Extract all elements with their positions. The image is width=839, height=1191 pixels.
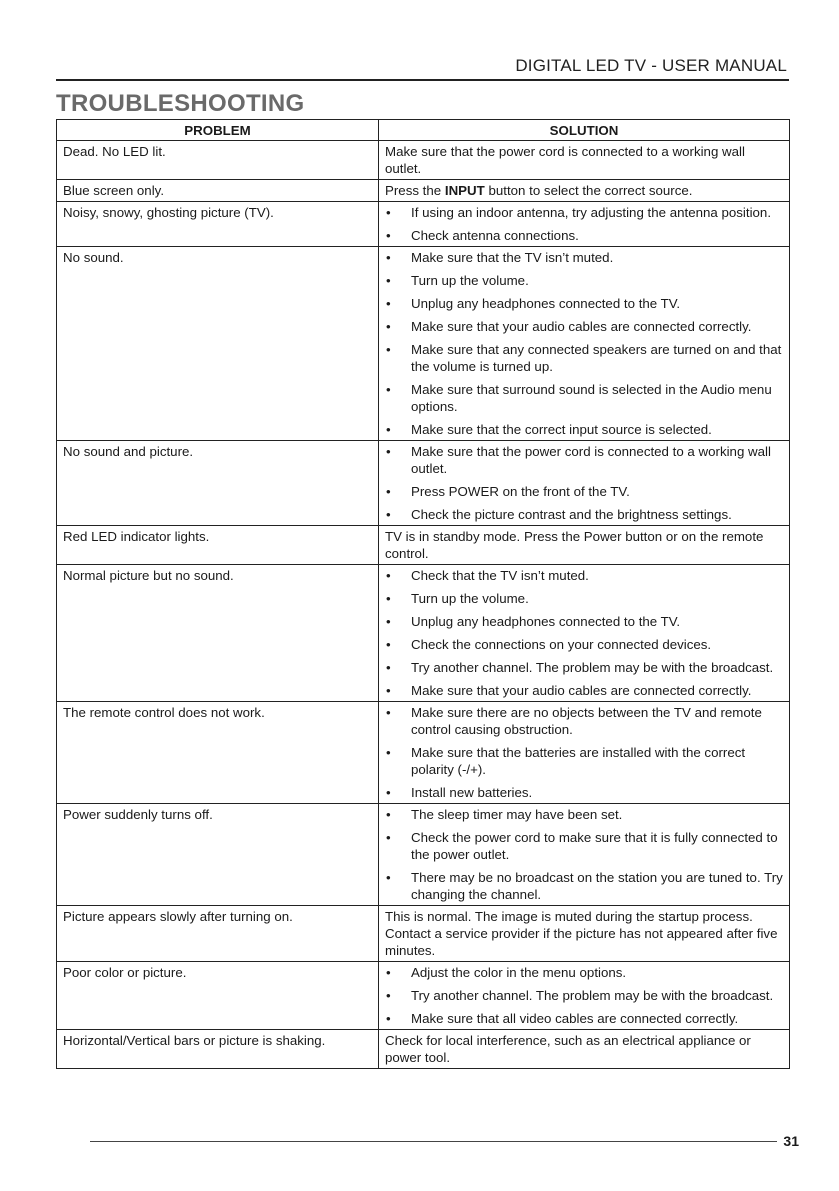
troubleshooting-table (56, 119, 790, 1069)
document-header-title: DIGITAL LED TV - USER MANUAL (515, 56, 787, 75)
solution-cell (379, 247, 790, 441)
solution-list-item: • Adjust the color in the menu options. (385, 964, 784, 981)
solution-list-item: • Make sure that surround sound is selected in the Audio menu options. (385, 381, 784, 415)
solution-list (385, 964, 784, 1027)
solution-list (385, 806, 784, 903)
solution-list-item: • Make sure that all video cables are connected correctly. (385, 1010, 784, 1027)
solution-list-item: • Make sure that your audio cables are connected correctly. (385, 318, 784, 335)
problem-cell: No sound and picture. (57, 441, 379, 526)
solution-list (385, 249, 784, 438)
table-row (57, 180, 790, 202)
solution-cell (379, 441, 790, 526)
solution-list-item: • Check antenna connections. (385, 227, 784, 244)
solution-text-pre: Press the (385, 183, 445, 198)
solution-list (385, 567, 784, 699)
table-row (57, 565, 790, 702)
solution-list-item: • Turn up the volume. (385, 590, 784, 607)
solution-list-item: • Make sure that your audio cables are connected correctly. (385, 682, 784, 699)
solution-list-item: • Unplug any headphones connected to the TV. (385, 613, 784, 630)
solution-cell (379, 565, 790, 702)
solution-list-item: • There may be no broadcast on the station you are tuned to. Try changing the channel. (385, 869, 784, 903)
solution-list-item: • If using an indoor antenna, try adjusting the antenna position. (385, 204, 784, 221)
table-row (57, 247, 790, 441)
solution-list-item: • Check that the TV isn’t muted. (385, 567, 784, 584)
solution-list-item: • Check the power cord to make sure that it is fully connected to the power outlet. (385, 829, 784, 863)
solution-cell: Check for local interference, such as an electrical appliance or power tool. (379, 1030, 790, 1069)
solution-list (385, 704, 784, 801)
solution-list-item: • Make sure that the correct input source is selected. (385, 421, 784, 438)
solution-list-item: • Turn up the volume. (385, 272, 784, 289)
table-row (57, 962, 790, 1030)
solution-list-item: • Make sure that the power cord is connected to a working wall outlet. (385, 443, 784, 477)
solution-cell (379, 702, 790, 804)
solution-list-item: • Make sure that the TV isn’t muted. (385, 249, 784, 266)
solution-cell: Make sure that the power cord is connected to a working wall outlet. (379, 141, 790, 180)
table-header-row (57, 120, 790, 141)
solution-list-item: • Press POWER on the front of the TV. (385, 483, 784, 500)
problem-cell: Picture appears slowly after turning on. (57, 906, 379, 962)
solution-text-post: button to select the correct source. (484, 183, 693, 198)
problem-cell: Noisy, snowy, ghosting picture (TV). (57, 202, 379, 247)
problem-cell: Normal picture but no sound. (57, 565, 379, 702)
problem-cell: The remote control does not work. (57, 702, 379, 804)
problem-cell: Blue screen only. (57, 180, 379, 202)
problem-cell: Dead. No LED lit. (57, 141, 379, 180)
table-row (57, 441, 790, 526)
table-row (57, 906, 790, 962)
solution-list (385, 443, 784, 523)
page-number: 31 (783, 1133, 799, 1149)
problem-cell: Red LED indicator lights. (57, 526, 379, 565)
column-header-solution: SOLUTION (379, 120, 790, 141)
column-header-problem: PROBLEM (57, 120, 379, 141)
solution-cell: TV is in standby mode. Press the Power button or on the remote control. (379, 526, 790, 565)
header-divider (56, 79, 789, 81)
problem-cell: No sound. (57, 247, 379, 441)
solution-list-item: • Check the connections on your connected devices. (385, 636, 784, 653)
table-row (57, 202, 790, 247)
solution-cell (379, 202, 790, 247)
solution-text-bold: INPUT (444, 183, 485, 198)
table-row (57, 804, 790, 906)
solution-list-item: • Try another channel. The problem may be with the broadcast. (385, 659, 784, 676)
table-body (57, 141, 790, 1069)
solution-list-item: • Make sure there are no objects between the TV and remote control causing obstruction. (385, 704, 784, 738)
table-row (57, 141, 790, 180)
solution-list-item: • The sleep timer may have been set. (385, 806, 784, 823)
footer-divider (90, 1141, 777, 1142)
solution-cell (379, 804, 790, 906)
section-title: TROUBLESHOOTING (56, 90, 305, 117)
table-row (57, 526, 790, 565)
problem-cell: Power suddenly turns off. (57, 804, 379, 906)
problem-cell: Poor color or picture. (57, 962, 379, 1030)
solution-cell: This is normal. The image is muted during the startup process. Contact a service provider if the picture has not appeared after five minutes. (379, 906, 790, 962)
solution-list-item: • Make sure that the batteries are installed with the correct polarity (-/+). (385, 744, 784, 778)
solution-list-item: • Install new batteries. (385, 784, 784, 801)
solution-list-item: • Unplug any headphones connected to the TV. (385, 295, 784, 312)
solution-cell (379, 962, 790, 1030)
table-row (57, 1030, 790, 1069)
solution-cell (379, 180, 790, 202)
problem-cell: Horizontal/Vertical bars or picture is shaking. (57, 1030, 379, 1069)
solution-list-item: • Check the picture contrast and the brightness settings. (385, 506, 784, 523)
solution-list (385, 204, 784, 244)
solution-list-item: • Try another channel. The problem may be with the broadcast. (385, 987, 784, 1004)
table-row (57, 702, 790, 804)
solution-list-item: • Make sure that any connected speakers are turned on and that the volume is turned up. (385, 341, 784, 375)
